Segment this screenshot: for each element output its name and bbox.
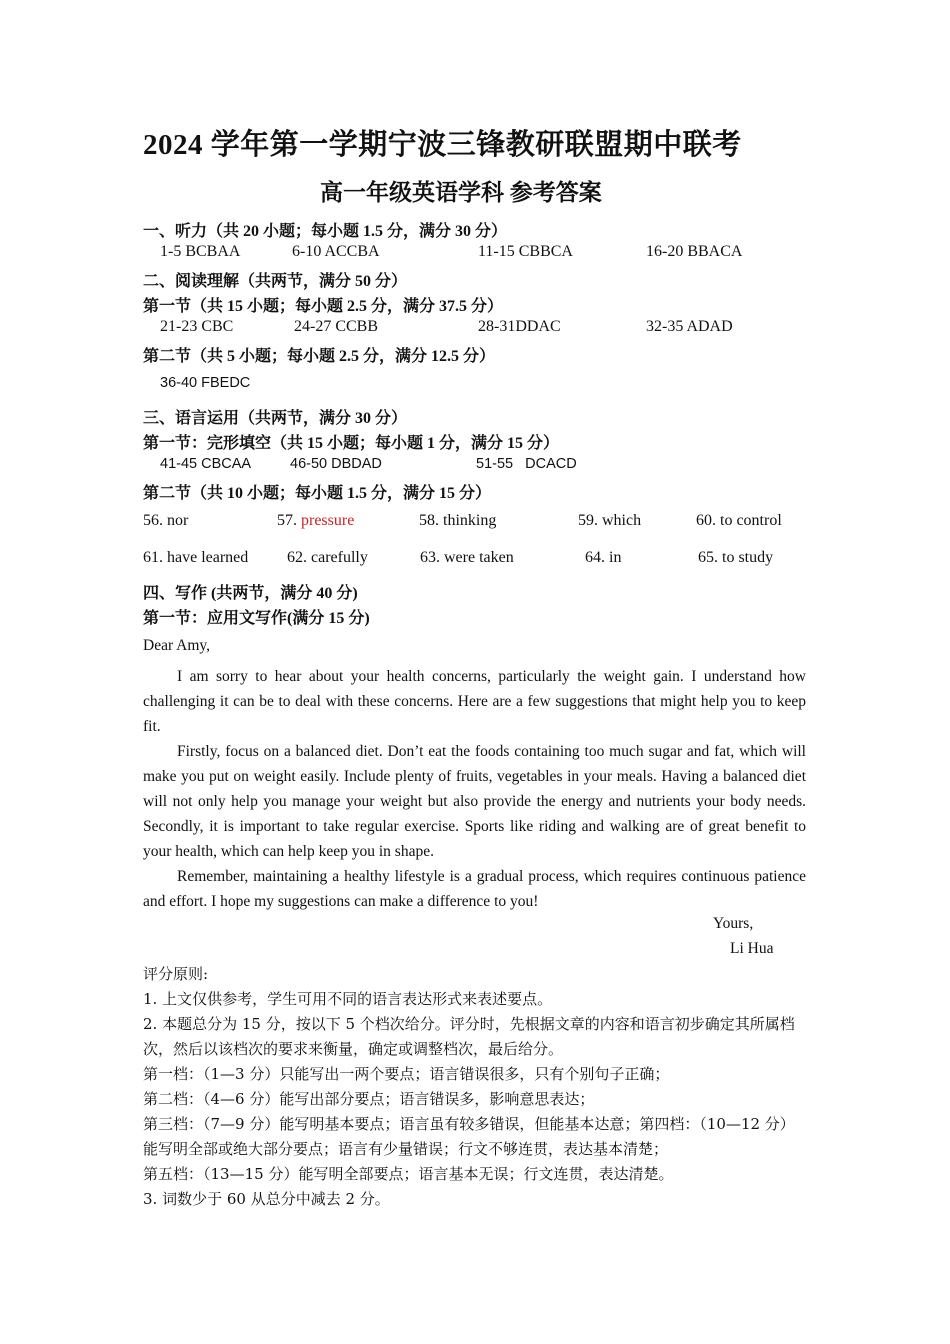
language-part1-header: 第一节：完形填空（共 15 小题；每小题 1 分，满分 15 分） <box>143 435 560 452</box>
grading-rules <box>143 962 806 1212</box>
grading-item-3: 3. 词数少于 60 从总分中减去 2 分。 <box>143 1190 390 1208</box>
letter-paragraph-2: Firstly, focus on a balanced diet. Don’t eat the foods containing too much sugar and fat, which will make you put on weight easily. Include plenty of fruits, vegetables in your meals. Having a balanced diet will not only help you manage your weight but also provide the energy and nutrients your body needs. Secondly, it is important to take regular exercise. Sports like riding and walking are of great benefit to your health, which can help keep you in shape. <box>143 743 806 860</box>
fill-answer-58: 58. thinking <box>419 512 497 529</box>
letter-closing: Yours, <box>713 915 754 932</box>
letter-paragraph-1: I am sorry to hear about your health concerns, particularly the weight gain. I understand how challenging it can be to deal with these concerns. Here are a few suggestions that might help you to keep fit. <box>143 668 806 735</box>
cloze-answer-3: 51-55 DCACD <box>476 456 577 472</box>
grading-title: 评分原则: <box>143 965 209 983</box>
fill-answer-60: 60. to control <box>696 512 782 529</box>
reading-answer-2: 24-27 CCBB <box>294 318 379 335</box>
grading-level-5: 第五档：（13—15 分）能写明全部要点；语言基本无误；行文连贯，表达清楚。 <box>143 1165 674 1183</box>
reading-answer-4: 32-35 ADAD <box>646 318 733 335</box>
page-subtitle: 高一年级英语学科 参考答案 <box>320 180 602 205</box>
fill-answer-57: 57. pressure <box>277 512 355 529</box>
fill-answer-64: 64. in <box>585 549 622 566</box>
fill-answer-63: 63. were taken <box>420 549 514 566</box>
listening-answer-2: 6-10 ACCBA <box>292 243 380 260</box>
grading-item-2: 2. 本题总分为 15 分，按以下 5 个档次给分。评分时，先根据文章的内容和语言初步确定其所属档次，然后以该档次的要求来衡量，确定或调整档次，最后给分。 <box>143 1015 795 1058</box>
fill-answer-59: 59. which <box>578 512 642 529</box>
letter-signature: Li Hua <box>730 940 774 957</box>
letter-greeting: Dear Amy, <box>143 637 211 654</box>
listening-answer-3: 11-15 CBBCA <box>478 243 573 260</box>
reading-part1-header: 第一节（共 15 小题；每小题 2.5 分，满分 37.5 分） <box>143 298 504 315</box>
grading-level-3-4: 第三档：（7—9 分）能写明基本要点；语言虽有较多错误，但能基本达意；第四档：（10—12 分）能写明全部或绝大部分要点；语言有少量错误；行文不够连贯，表达基本清楚； <box>143 1115 795 1158</box>
writing-part1-header: 第一节：应用文写作(满分 15 分) <box>143 610 370 627</box>
listening-answer-4: 16-20 BBACA <box>646 243 743 260</box>
sample-letter <box>143 633 806 914</box>
listening-header: 一、听力（共 20 小题；每小题 1.5 分，满分 30 分） <box>143 223 508 240</box>
cloze-answer-1: 41-45 CBCAA <box>160 456 252 472</box>
grading-level-1: 第一档：（1—3 分）只能写出一两个要点；语言错误很多，只有个别句子正确； <box>143 1065 670 1083</box>
grading-level-2: 第二档：（4—6 分）能写出部分要点；语言错误多，影响意思表达； <box>143 1090 595 1108</box>
page-title: 2024 学年第一学期宁波三锋教研联盟期中联考 <box>143 129 742 161</box>
language-part2-header: 第二节（共 10 小题；每小题 1.5 分，满分 15 分） <box>143 485 492 502</box>
listening-answer-1: 1-5 BCBAA <box>160 243 241 260</box>
fill-answer-61: 61. have learned <box>143 549 249 566</box>
letter-paragraph-3: Remember, maintaining a healthy lifestyle is a gradual process, which requires continuous patience and effort. I hope my suggestions can make a difference to you! <box>143 868 806 910</box>
cloze-answer-2: 46-50 DBDAD <box>290 456 382 472</box>
writing-header: 四、写作 (共两节，满分 40 分) <box>143 585 358 602</box>
fill-answer-56: 56. nor <box>143 512 189 529</box>
language-header: 三、语言运用（共两节，满分 30 分） <box>143 410 408 427</box>
reading-part2-header: 第二节（共 5 小题；每小题 2.5 分，满分 12.5 分） <box>143 348 496 365</box>
fill-answer-62: 62. carefully <box>287 549 368 566</box>
grading-item-1: 1. 上文仅供参考，学生可用不同的语言表达形式来表述要点。 <box>143 990 553 1008</box>
reading-header: 二、阅读理解（共两节，满分 50 分） <box>143 273 408 290</box>
reading-answer-3: 28-31DDAC <box>478 318 561 335</box>
fill-answer-65: 65. to study <box>698 549 774 566</box>
reading-answer-1: 21-23 CBC <box>160 318 234 335</box>
reading-part2-answer: 36-40 FBEDC <box>160 375 251 391</box>
